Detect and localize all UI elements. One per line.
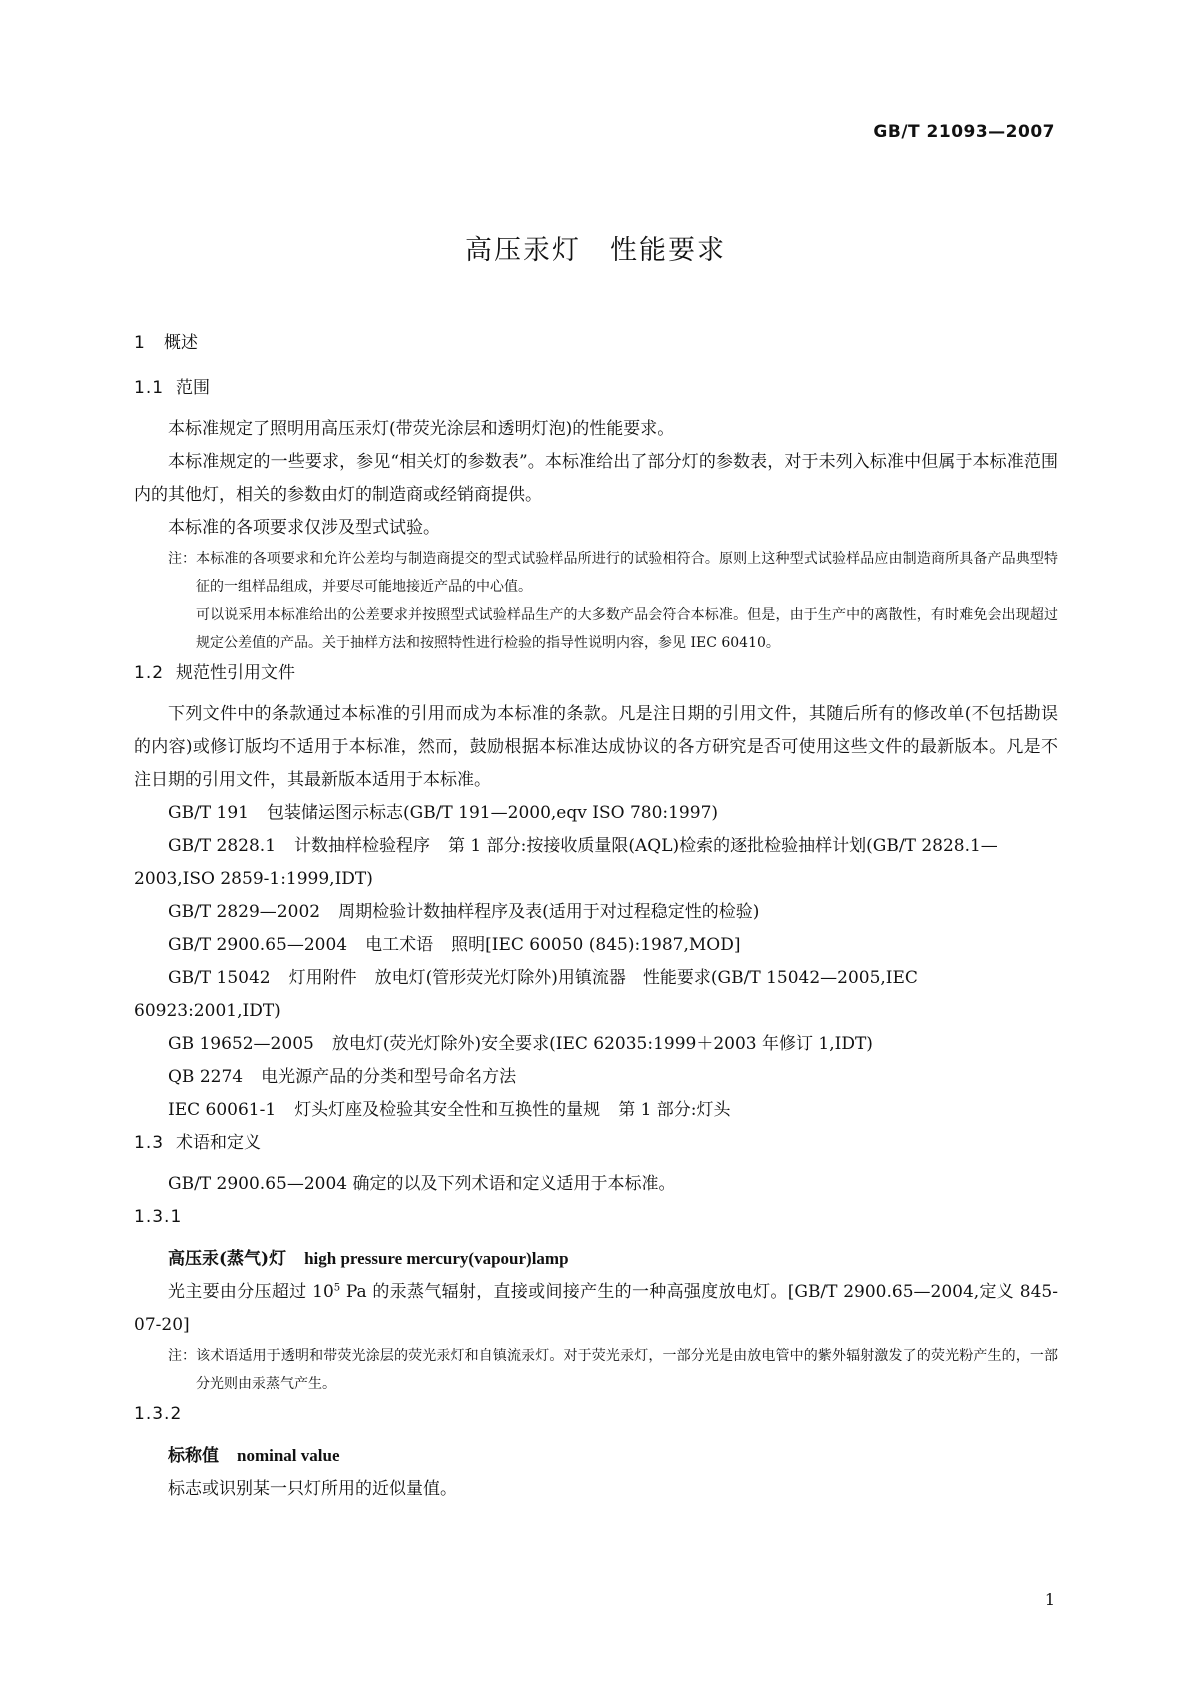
normative-references-intro: 下列文件中的条款通过本标准的引用而成为本标准的条款。凡是注日期的引用文件，其随后所有的修改单(不包括勘误的内容)或修订版均不适用于本标准，然而，鼓励根据本标准达成协议的各方研究是否可使用这些文件的最新版本。凡是不注日期的引用文件，其最新版本适用于本标准。 — [134, 704, 1058, 790]
reference-code: GB/T 2900.65—2004 — [168, 935, 348, 955]
section-1-2-heading — [134, 661, 1058, 685]
note-text: 该术语适用于透明和带荧光涂层的荧光汞灯和自镇流汞灯。对于荧光汞灯，一部分光是由放电管中的紫外辐射激发了的荧光粉产生的，一部分光则由汞蒸气产生。 — [196, 1348, 1058, 1392]
reference-title: 灯用附件 — [288, 968, 357, 988]
reference-item — [134, 1028, 1058, 1061]
term-note — [168, 1342, 1058, 1398]
section-title: 术语和定义 — [176, 1133, 261, 1153]
section-number: 1.3 — [134, 1133, 165, 1153]
section-1-1-heading — [134, 376, 1058, 400]
reference-item — [134, 929, 1058, 962]
reference-code: GB/T 191 — [168, 803, 249, 823]
term-chinese: 高压汞(蒸气)灯 — [168, 1249, 287, 1269]
section-1-3-1-heading — [134, 1205, 1058, 1229]
document-title: 高压汞灯 性能要求 — [465, 235, 726, 266]
reference-title: 放电灯(荧光灯除外)安全要求(IEC 62035:1999＋2003 年修订 1,IDT) — [331, 1034, 873, 1054]
reference-title: 周期检验计数抽样程序及表(适用于对过程稳定性的检验) — [338, 902, 760, 922]
reference-subtitle: 放电灯(管形荧光灯除外)用镇流器 性能要求(GB/T 15042—2005,IEC 60923:2001,IDT) — [134, 968, 918, 1021]
reference-title: 灯头灯座及检验其安全性和互换性的量规 — [294, 1100, 601, 1120]
reference-code: GB/T 15042 — [168, 968, 271, 988]
reference-item — [134, 896, 1058, 929]
scope-paragraph-1: 本标准规定了照明用高压汞灯(带荧光涂层和透明灯泡)的性能要求。 — [168, 419, 675, 439]
reference-item — [134, 797, 1058, 830]
section-title: 范围 — [176, 378, 210, 398]
reference-subtitle: 第 1 部分:灯头 — [618, 1100, 731, 1120]
reference-code: QB 2274 — [168, 1067, 244, 1087]
section-number: 1 — [134, 333, 146, 353]
scope-note-1 — [168, 545, 1058, 601]
reference-item — [134, 1061, 1058, 1094]
standard-code: GB/T 21093—2007 — [873, 122, 1055, 142]
reference-code: GB/T 2829—2002 — [168, 902, 321, 922]
reference-item — [134, 830, 1058, 896]
scope-paragraph-2: 本标准规定的一些要求，参见“相关灯的参数表”。本标准给出了部分灯的参数表，对于未列入标准中但属于本标准范围内的其他灯，相关的参数由灯的制造商或经销商提供。 — [134, 452, 1058, 505]
section-number: 1.2 — [134, 663, 165, 683]
term-title — [134, 1439, 1058, 1473]
terms-intro: GB/T 2900.65—2004 确定的以及下列术语和定义适用于本标准。 — [168, 1174, 676, 1194]
reference-item — [134, 962, 1058, 1028]
reference-item — [134, 1094, 1058, 1127]
reference-title: 包装储运图示标志(GB/T 191—2000,eqv ISO 780:1997) — [267, 803, 719, 823]
section-1-3-2-heading — [134, 1402, 1058, 1426]
page-number: 1 — [1044, 1590, 1055, 1609]
definition-text-b: Pa 的汞蒸气辐射，直接或间接产生的一种高强度放电灯。[GB/T 2900.65—2004,定义 845-07-20] — [134, 1282, 1058, 1335]
reference-code: GB 19652—2005 — [168, 1034, 314, 1054]
term-chinese: 标称值 — [168, 1446, 219, 1466]
term-english: nominal value — [237, 1446, 340, 1465]
note-text: 本标准的各项要求和允许公差均与制造商提交的型式试验样品所进行的试验相符合。原则上这种型式试验样品应由制造商所具备产品典型特征的一组样品组成，并要尽可能地接近产品的中心值。 — [196, 551, 1058, 595]
term-title — [134, 1242, 1058, 1276]
term-definition — [134, 1276, 1058, 1342]
reference-code: IEC 60061-1 — [168, 1100, 277, 1120]
section-title: 概述 — [164, 333, 198, 353]
term-english: high pressure mercury(vapour)lamp — [304, 1249, 569, 1268]
reference-title: 计数抽样检验程序 — [294, 836, 431, 856]
reference-subtitle: 第 1 部分:按接收质量限(AQL)检索的逐批检验抽样计划(GB/T 2828.1—2003,ISO 2859-1:1999,IDT) — [134, 836, 998, 889]
exponent: 5 — [333, 1282, 341, 1294]
section-number: 1.3.2 — [134, 1404, 183, 1424]
section-1-heading — [134, 331, 1058, 355]
scope-note-2: 可以说采用本标准给出的公差要求并按照型式试验样品生产的大多数产品会符合本标准。但是，由于生产中的离散性，有时难免会出现超过规定公差值的产品。关于抽样方法和按照特性进行检验的指导性说明内容，参见 IEC 60410。 — [196, 607, 1058, 651]
scope-paragraph-3: 本标准的各项要求仅涉及型式试验。 — [168, 518, 440, 538]
section-number: 1.3.1 — [134, 1207, 183, 1227]
term-definition: 标志或识别某一只灯所用的近似量值。 — [168, 1479, 457, 1499]
reference-title: 电工术语 — [365, 935, 434, 955]
reference-title: 电光源产品的分类和型号命名方法 — [261, 1067, 517, 1087]
note-lead: 注： — [168, 1348, 196, 1364]
section-number: 1.1 — [134, 378, 165, 398]
section-title: 规范性引用文件 — [176, 663, 295, 683]
reference-code: GB/T 2828.1 — [168, 836, 277, 856]
document-body — [134, 331, 1058, 1506]
section-1-3-heading — [134, 1131, 1058, 1155]
reference-subtitle: 照明[IEC 60050 (845):1987,MOD] — [451, 935, 741, 955]
definition-text-a: 光主要由分压超过 10 — [168, 1282, 334, 1302]
note-lead: 注： — [168, 551, 196, 567]
